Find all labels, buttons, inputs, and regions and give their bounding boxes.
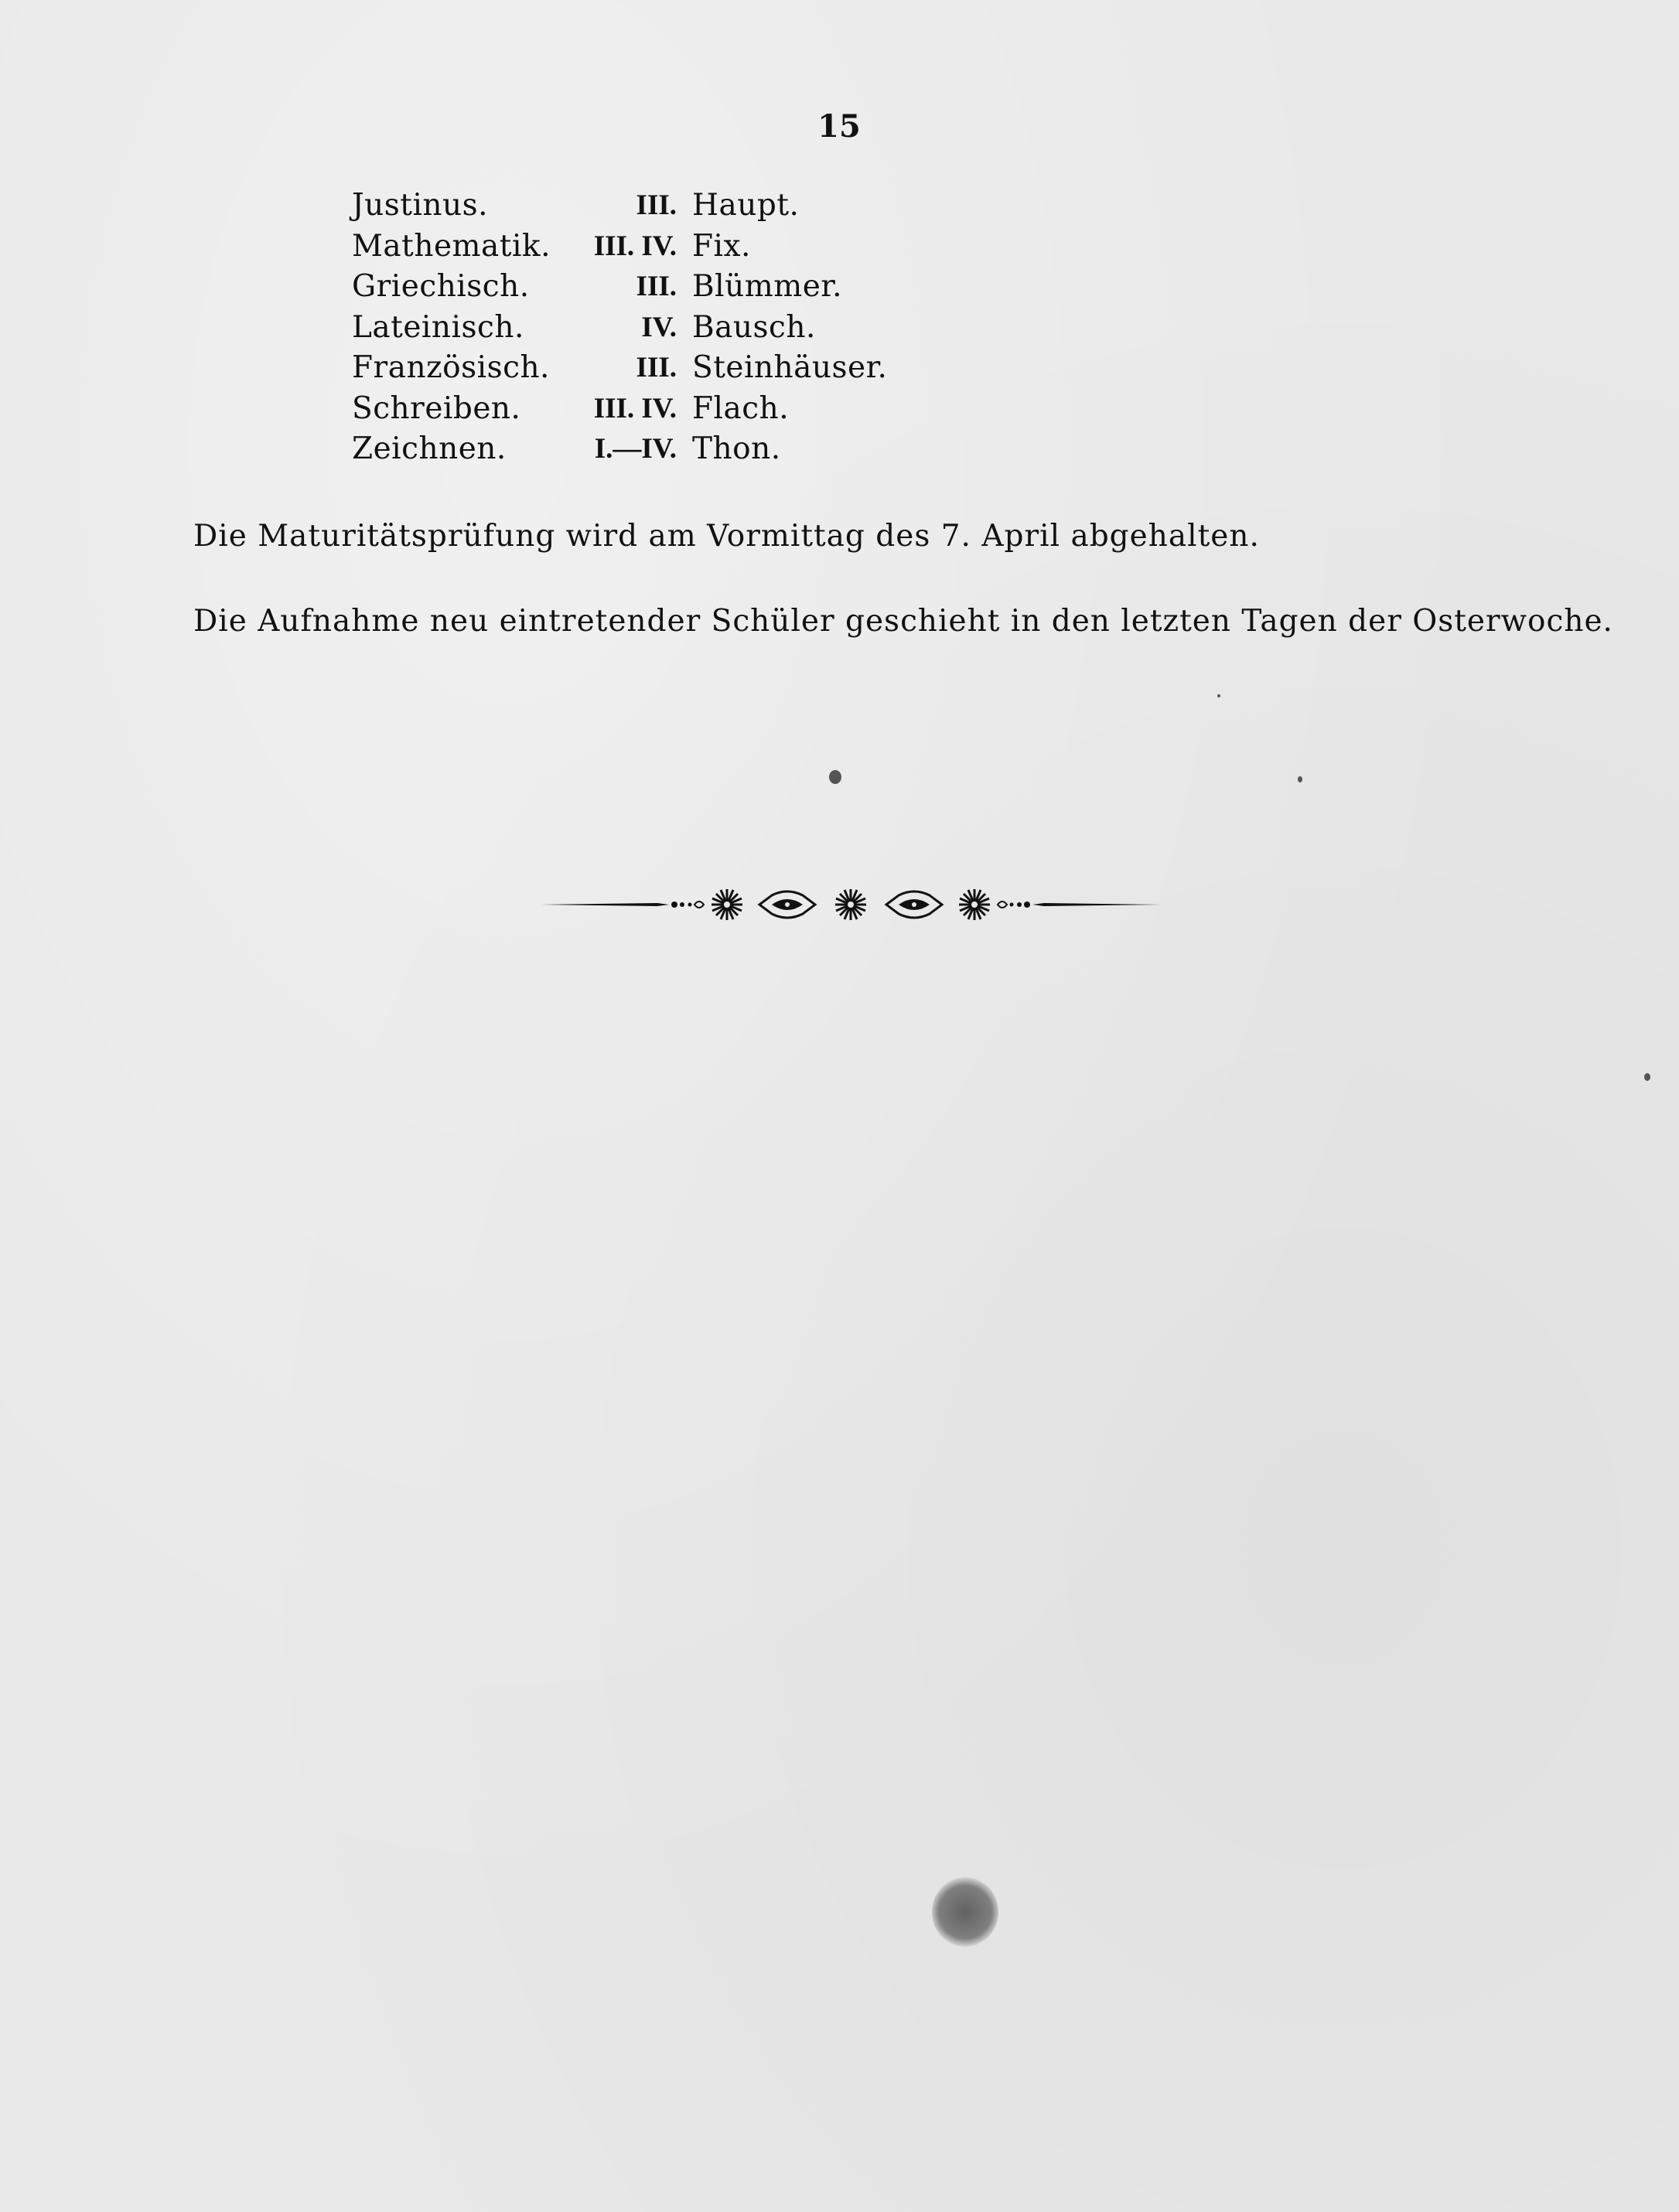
table-row: [352, 267, 909, 308]
class-cell: III. IV.: [593, 230, 677, 262]
subject-cell: Mathematik.: [352, 228, 551, 264]
ink-speck: [1298, 776, 1302, 782]
subject-cell: Lateinisch.: [352, 309, 524, 345]
table-row: [352, 429, 909, 470]
class-cell: I.—IV.: [594, 433, 677, 465]
subject-teacher-table: [352, 186, 909, 470]
table-row: [352, 389, 909, 430]
class-cell: III.: [636, 352, 677, 383]
ink-speck: [1644, 1073, 1650, 1081]
class-cell: III.: [636, 189, 677, 221]
teacher-cell: Thon.: [692, 431, 781, 466]
class-cell: IV.: [641, 311, 677, 343]
ink-speck: [1217, 694, 1220, 697]
table-row: [352, 348, 909, 389]
subject-cell: Zeichnen.: [352, 431, 507, 466]
table-row: [352, 186, 909, 227]
subject-cell: Schreiben.: [352, 390, 521, 426]
maturity-exam-note: Die Maturitätsprüfung wird am Vormittag des 7. April abgehalten.: [193, 519, 1260, 554]
teacher-cell: Haupt.: [692, 188, 800, 223]
ink-stain: [932, 1877, 998, 1947]
admission-note: Die Aufnahme neu eintretender Schüler geschieht in den letzten Tagen der Osterwoche.: [193, 604, 1613, 639]
teacher-cell: Blümmer.: [692, 269, 843, 304]
page-number: 15: [817, 108, 861, 145]
ink-speck: [829, 770, 841, 784]
subject-cell: Justinus.: [352, 188, 489, 223]
teacher-cell: Steinhäuser.: [692, 350, 888, 385]
class-cell: III.: [636, 271, 677, 302]
table-row: [352, 308, 909, 349]
class-cell: III. IV.: [593, 392, 677, 424]
teacher-cell: Bausch.: [692, 309, 816, 345]
subject-cell: Griechisch.: [352, 269, 530, 304]
floral-divider-icon: [541, 881, 1160, 928]
teacher-cell: Flach.: [692, 390, 790, 426]
subject-cell: Französisch.: [352, 350, 550, 385]
teacher-cell: Fix.: [692, 228, 751, 264]
table-row: [352, 227, 909, 268]
